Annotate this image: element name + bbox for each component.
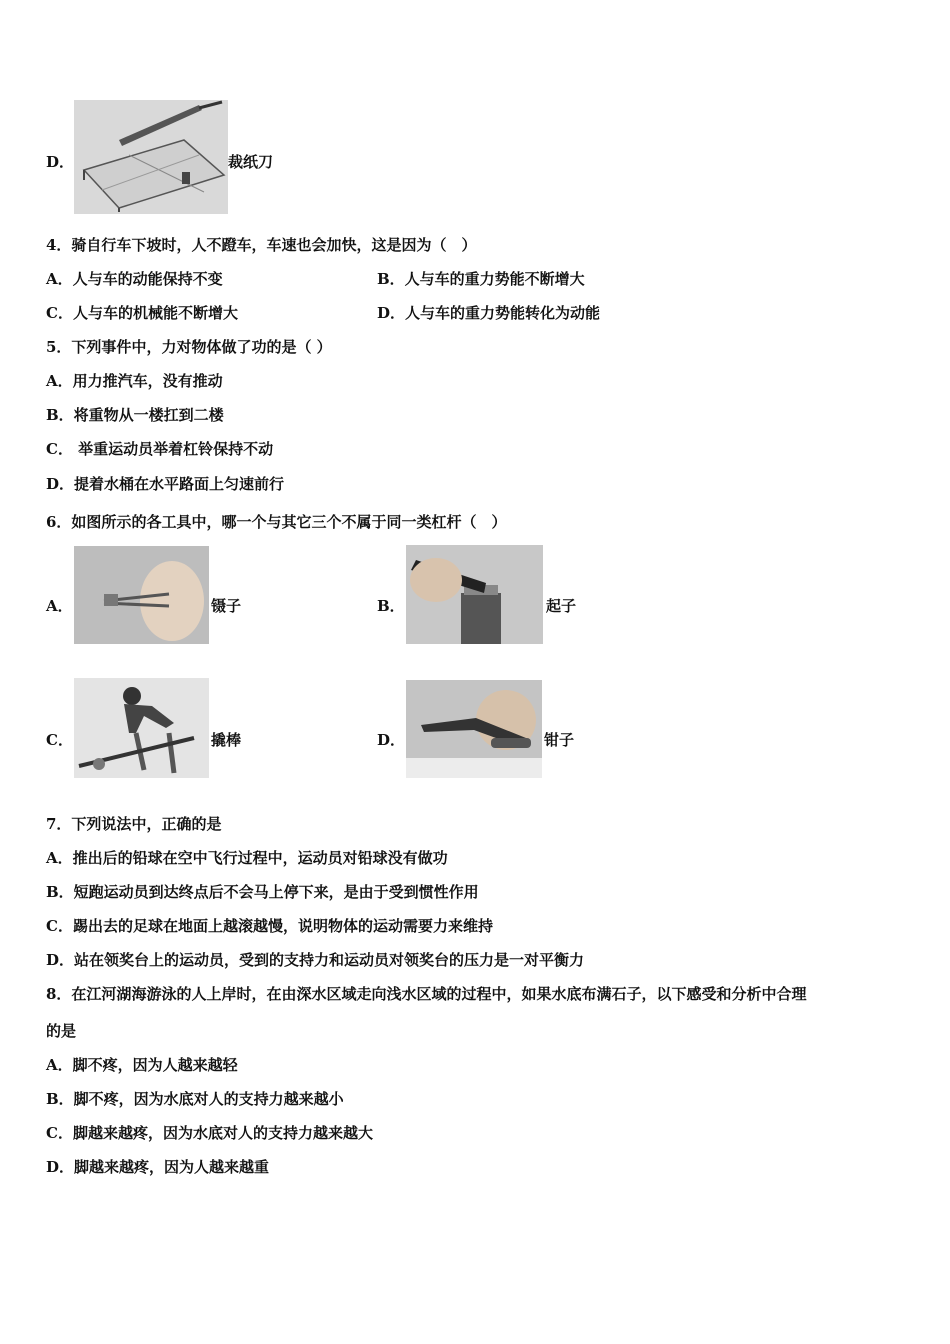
q6-stem: 6．如图所示的各工具中，哪一个与其它三个不属于同一类杠杆（ ） <box>46 513 507 531</box>
q7-stem: 7．下列说法中，正确的是 <box>46 815 222 833</box>
pliers-drawing <box>406 680 542 778</box>
q7-option-d: D．站在领奖台上的运动员，受到的支持力和运动员对领奖台的压力是一对平衡力 <box>46 951 585 969</box>
bottle-opener-drawing <box>406 545 543 644</box>
q4-option-c: C．人与车的机械能不断增大 <box>46 304 238 322</box>
q6-option-d-caption: 钳子 <box>544 731 575 749</box>
q7-option-a: A．推出后的铅球在空中飞行过程中，运动员对铅球没有做功 <box>46 849 448 867</box>
q7-option-b: B．短跑运动员到达终点后不会马上停下来，是由于受到惯性作用 <box>46 883 479 901</box>
q5-option-a: A．用力推汽车，没有推动 <box>46 372 223 390</box>
q5-option-c: C． 举重运动员举着杠铃保持不动 <box>46 440 274 458</box>
tweezers-drawing <box>74 546 209 644</box>
q6-option-b-label: B． <box>377 597 405 615</box>
q7-option-c: C．踢出去的足球在地面上越滚越慢，说明物体的运动需要力来维持 <box>46 917 493 935</box>
q6-option-a-label: A． <box>46 597 73 615</box>
crowbar-image <box>74 678 209 778</box>
q4-option-a: A．人与车的动能保持不变 <box>46 270 223 288</box>
q5-option-d: D．提着水桶在水平路面上匀速前行 <box>46 475 285 493</box>
q8-option-a: A．脚不疼，因为人越来越轻 <box>46 1056 238 1074</box>
crowbar-drawing <box>74 678 209 778</box>
q8-option-d: D．脚越来越疼，因为人越来越重 <box>46 1158 270 1176</box>
q5-stem: 5．下列事件中，力对物体做了功的是（ ） <box>46 338 332 356</box>
q5-option-b: B．将重物从一楼扛到二楼 <box>46 406 224 424</box>
paper-cutter-drawing <box>74 100 228 214</box>
q8-option-c: C．脚越来越疼，因为水底对人的支持力越来越大 <box>46 1124 373 1142</box>
pliers-image <box>406 680 542 778</box>
q6-option-c-caption: 撬棒 <box>211 731 242 749</box>
q6-option-b-caption: 起子 <box>546 597 577 615</box>
q6-option-a-caption: 镊子 <box>211 597 242 615</box>
q8-stem-line2: 的是 <box>46 1022 77 1040</box>
q8-stem-line1: 8．在江河湖海游泳的人上岸时，在由深水区域走向浅水区域的过程中，如果水底布满石子，以下感受和分析中合理 <box>46 985 807 1003</box>
q8-option-b: B．脚不疼，因为水底对人的支持力越来越小 <box>46 1090 344 1108</box>
q4-option-d: D．人与车的重力势能转化为动能 <box>377 304 601 322</box>
q4-option-b: B．人与车的重力势能不断增大 <box>377 270 585 288</box>
tweezers-image <box>74 546 209 644</box>
q3-option-d-label: D． <box>46 153 75 171</box>
q3-option-d-caption: 裁纸刀 <box>228 153 274 171</box>
q6-option-c-label: C． <box>46 731 73 749</box>
q6-option-d-label: D． <box>377 731 406 749</box>
paper-cutter-image <box>74 100 228 214</box>
q4-stem: 4．骑自行车下坡时，人不蹬车，车速也会加快，这是因为（ ） <box>46 236 477 254</box>
bottle-opener-image <box>406 545 543 644</box>
